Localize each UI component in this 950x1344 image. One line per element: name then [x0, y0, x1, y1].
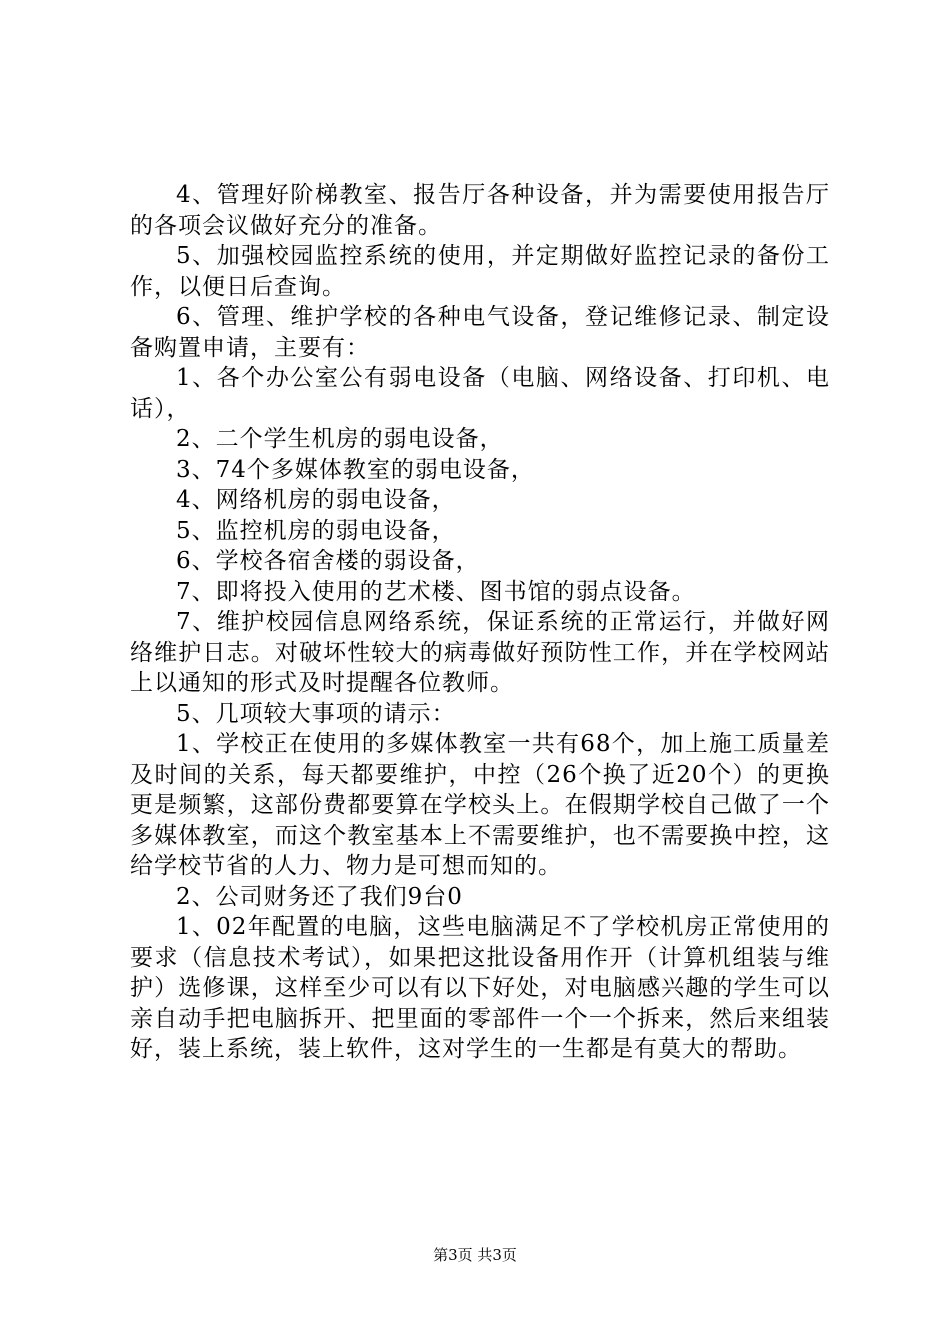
list-item: 2、二个学生机房的弱电设备， — [176, 426, 504, 452]
paragraph: 5、加强校园监控系统的使用，并定期做好监控记录的备份工作，以便日后查询。 — [130, 243, 830, 300]
list-item: 3、74个多媒体教室的弱电设备， — [176, 456, 535, 483]
paragraph: 4、管理好阶梯教室、报告厅各种设备，并为需要使用报告厅的各项会议做好充分的准备。 — [130, 182, 830, 239]
list-item: 1、各个办公室公有弱电设备（电脑、网络设备、打印机、电话）， — [130, 365, 830, 422]
paragraph: 1、学校正在使用的多媒体教室一共有68个，加上施工质量差及时间的关系，每天都要维护，中控（26个换了近20个）的更换更是频繁，这部份费都要算在学校头上。在假期学校自己做了一个多媒体教室，而这个教室基本上不需要维护，也不需要换中控，这给学校节省的人力、物力是可想而知的。 — [130, 731, 830, 879]
section-heading: 5、几项较大事项的请示： — [176, 700, 456, 727]
list-item: 7、即将投入使用的艺术楼、图书馆的弱点设备。 — [176, 578, 696, 605]
document-body — [130, 180, 830, 1065]
list-item: 6、学校各宿舍楼的弱设备， — [176, 548, 480, 574]
paragraph: 2、公司财务还了我们9台0 — [176, 883, 463, 910]
paragraph: 7、维护校园信息网络系统，保证系统的正常运行，并做好网络维护日志。对破坏性较大的病毒做好预防性工作，并在学校网站上以通知的形式及时提醒各位教师。 — [130, 609, 830, 696]
list-item: 5、监控机房的弱电设备， — [176, 517, 456, 544]
paragraph: 1、02年配置的电脑，这些电脑满足不了学校机房正常使用的要求（信息技术考试），如果把这批设备用作开（计算机组装与维护）选修课，这样至少可以有以下好处，对电脑感兴趣的学生可以亲自动手把电脑拆开、把里面的零部件一个一个拆来，然后来组装好，装上系统，装上软件，这对学生的一生都是有莫大的帮助。 — [130, 914, 830, 1062]
paragraph: 6、管理、维护学校的各种电气设备，登记维修记录、制定设备购置申请，主要有： — [130, 304, 830, 361]
list-item: 4、网络机房的弱电设备， — [176, 487, 456, 513]
page-number-footer: 第3页 共3页 — [433, 1246, 517, 1264]
